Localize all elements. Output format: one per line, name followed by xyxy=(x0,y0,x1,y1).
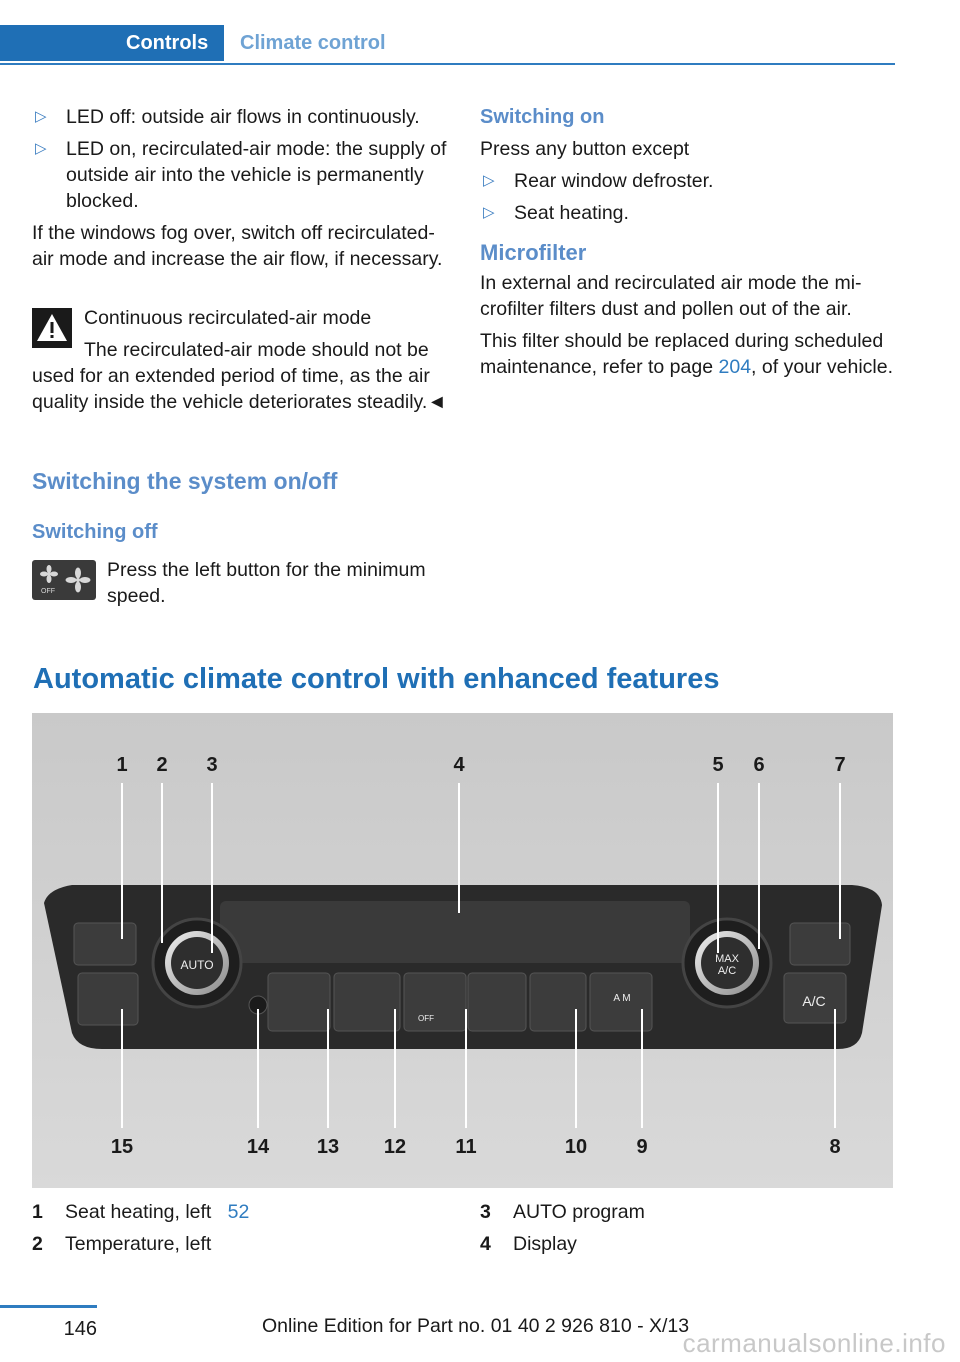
subheading-switching-on: Switching on xyxy=(480,106,605,128)
callout-7: 7 xyxy=(834,754,846,776)
triangle-bullet-icon: ▷ xyxy=(35,108,47,125)
legend-item-2: 2 Temperature, left xyxy=(32,1233,212,1255)
watermark: carmanualsonline.info xyxy=(682,1328,946,1358)
fog-paragraph: If the windows fog over, switch off recirculated-air mode and increase the air flow, if necessary. xyxy=(32,222,443,270)
switch-off-instruction: Press the left button for the minimum speed. xyxy=(107,559,426,607)
callout-6: 6 xyxy=(753,754,765,776)
left-column xyxy=(32,104,447,278)
callout-9: 9 xyxy=(636,1136,648,1158)
legend-item-4: 4 Display xyxy=(480,1233,577,1255)
section-title-on-off: Switching the system on/off xyxy=(32,468,338,494)
page-reference-link[interactable]: 204 xyxy=(718,356,752,378)
footer-edition-text: Online Edition for Part no. 01 40 2 926 810 - X/13 xyxy=(262,1315,690,1337)
callout-3: 3 xyxy=(206,754,218,776)
callout-5: 5 xyxy=(712,754,724,776)
ac-button-label: A/C xyxy=(802,993,826,1009)
subheading-switching-off: Switching off xyxy=(32,521,158,543)
callout-4: 4 xyxy=(453,754,465,776)
max-ac-label-2: A/C xyxy=(717,965,737,977)
max-ac-label-1: MAX xyxy=(715,953,739,965)
microfilter-heading: Microfilter xyxy=(480,240,587,265)
warning-text-first-line: The recirculated-air mode should not be xyxy=(84,339,429,361)
climate-control-panel-figure xyxy=(32,713,893,1188)
page-number: 146 xyxy=(0,1305,97,1341)
right-column xyxy=(480,104,898,386)
switch-on-intro: Press any button except xyxy=(480,138,690,160)
display-area xyxy=(220,901,690,963)
fan-off-button-icon xyxy=(32,560,96,600)
main-section-title: Automatic climate control with enhanced features xyxy=(33,663,720,695)
callout-2: 2 xyxy=(156,754,168,776)
warning-icon xyxy=(32,308,72,348)
callout-12: 12 xyxy=(383,1136,407,1158)
microfilter-paragraph-1: In external and recirculated air mode the microfilter filters dust and pollen out of the air. xyxy=(480,272,862,320)
triangle-bullet-icon: ▷ xyxy=(483,204,495,221)
bullet-item: ▷ LED off: outside air flows in continuously. xyxy=(35,106,420,128)
triangle-bullet-icon: ▷ xyxy=(35,140,47,157)
legend-page-link[interactable]: 52 xyxy=(227,1201,250,1223)
warning-title: Continuous recirculated-air mode xyxy=(84,307,372,329)
bullet-item: ▷ Seat heating. xyxy=(483,202,629,224)
off-button-label: OFF xyxy=(418,1014,434,1023)
page-header xyxy=(0,25,895,65)
callout-11: 11 xyxy=(455,1136,477,1158)
callout-10: 10 xyxy=(564,1136,588,1158)
warning-text: used for an extended period of time, as the air quality inside the vehicle deteriorates steadily.◄ xyxy=(32,365,447,413)
callout-14: 14 xyxy=(246,1136,270,1158)
am-button-label: A M xyxy=(613,993,631,1004)
triangle-bullet-icon: ▷ xyxy=(483,172,495,189)
header-tab-controls[interactable]: Controls xyxy=(0,25,224,61)
callout-13: 13 xyxy=(316,1136,340,1158)
bullet-item: ▷ LED on, recirculated-air mode: the supply of outside air into the vehicle is permanently blocked. xyxy=(35,138,447,212)
callout-15: 15 xyxy=(110,1136,134,1158)
microfilter-paragraph-2: This filter should be replaced during scheduled maintenance, refer to page 204, of your vehicle. xyxy=(480,330,894,378)
legend-item-3: 3 AUTO program xyxy=(480,1201,645,1223)
auto-button-label: AUTO xyxy=(180,958,214,972)
legend-item-1: 1 Seat heating, left 52 xyxy=(32,1201,250,1223)
bullet-item: ▷ Rear window defroster. xyxy=(483,170,714,192)
callout-8: 8 xyxy=(829,1136,841,1158)
off-icon-label: OFF xyxy=(41,588,55,595)
callout-1: 1 xyxy=(116,754,128,776)
header-tab-climate-control[interactable]: Climate control xyxy=(240,32,386,54)
